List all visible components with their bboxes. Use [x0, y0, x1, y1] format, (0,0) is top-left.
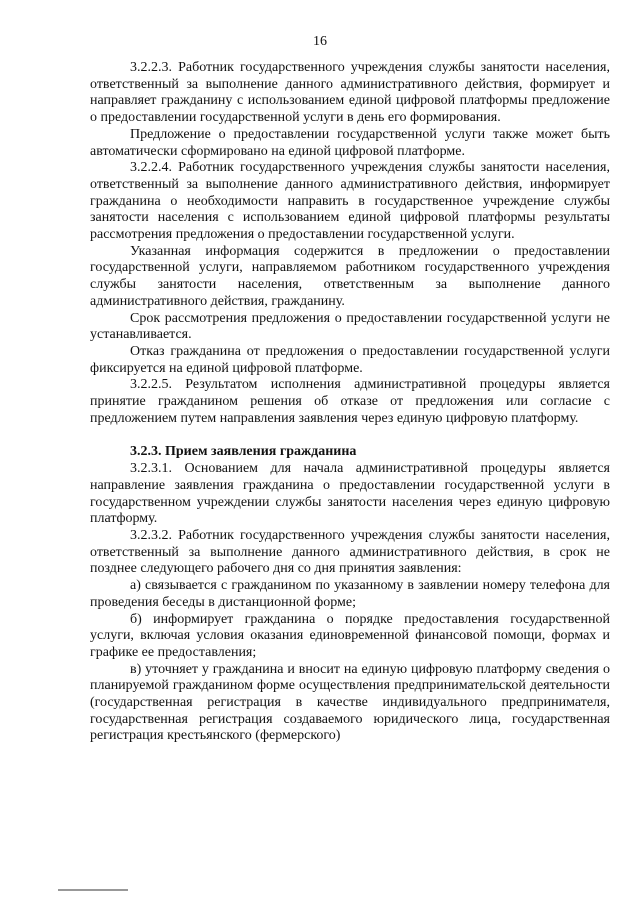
paragraph: 3.2.2.4. Работник государственного учреждения службы занятости населения, ответственный за выполнение данного административного действия, информирует гражданина о необходимости направить в государственное учреждение службы занятости населения с использованием единой цифровой платформы результаты рассмотрения предложения о предоставлении государственной услуги.	[90, 160, 610, 243]
paragraph: 3.2.3.2. Работник государственного учреждения службы занятости населения, ответственный за выполнение данного административного действия, в срок не позднее следующего рабочего дня со дня принятия заявления:	[90, 527, 610, 577]
paragraph: 3.2.2.3. Работник государственного учреждения службы занятости населения, ответственный за выполнение данного административного действия, формирует и направляет гражданину с использованием единой цифровой платформы предложение о предоставлении государственной услуги в день его формирования.	[90, 60, 610, 126]
document-body	[90, 60, 610, 745]
list-item: в) уточняет у гражданина и вносит на единую цифровую платформу сведения о планируемой гражданином форме осуществления предпринимательской деятельности (государственная регистрация в качестве индивидуального предпринимателя, государственная регистрация создаваемого юридического лица, государственная регистрация крестьянского (фермерского)	[90, 661, 610, 744]
paragraph: Предложение о предоставлении государственной услуги также может быть автоматически сформировано на единой цифровой платформе.	[90, 126, 610, 159]
paragraph: Указанная информация содержится в предложении о предоставлении государственной услуги, направляемом работником государственного учреждения службы занятости населения, ответственным за выполнение данного административного действия, гражданину.	[90, 243, 610, 309]
section-heading: 3.2.3. Прием заявления гражданина	[130, 444, 357, 460]
scan-artifact-line	[58, 889, 128, 891]
paragraph: 3.2.2.5. Результатом исполнения административной процедуры является принятие гражданином решения об отказе от предложения или согласие с предложением путем направления заявления через единую цифровую платформу.	[90, 377, 610, 426]
list-item: б) информирует гражданина о порядке предоставления государственной услуги, включая условия оказания единовременной финансовой помощи, формах и графике ее предоставления;	[90, 611, 610, 660]
paragraph: Отказ гражданина от предложения о предоставлении государственной услуги фиксируется на единой цифровой платформе.	[90, 343, 610, 376]
list-item: а) связывается с гражданином по указанному в заявлении номеру телефона для проведения беседы в дистанционной форме;	[90, 578, 610, 610]
paragraph: Срок рассмотрения предложения о предоставлении государственной услуги не устанавливается.	[90, 310, 610, 343]
paragraph: 3.2.3.1. Основанием для начала административной процедуры является направление заявления гражданина о предоставлении государственной услуги в государственном учреждении службы занятости населения через единую цифровую платформу.	[90, 461, 610, 527]
page-number: 16	[313, 34, 327, 49]
